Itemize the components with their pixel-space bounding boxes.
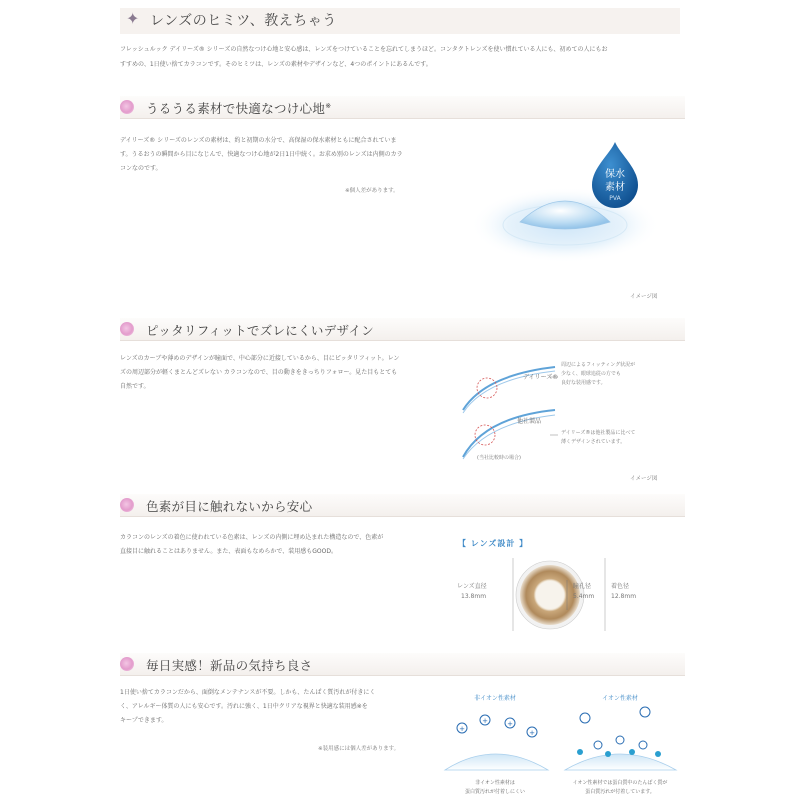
note-dailies: 良好な装用感です。 <box>561 380 606 386</box>
intro-line: すすめの、1日使い捨てカラコンです。そのヒミツは、レンズの素材やデザインなど、4つのポイントにあるんです。 <box>120 61 432 68</box>
section-bullet-icon <box>120 322 134 336</box>
caption-nonionic: 非イオン性素材は <box>475 780 515 786</box>
sparkle-icon: ✦ <box>126 9 140 28</box>
section-title-fit: ピッタリフィットでズレにくいデザイン <box>146 323 375 338</box>
section-bullet-icon <box>120 100 134 114</box>
ionic-comparison-diagram <box>440 690 680 798</box>
protein-particles <box>457 715 537 737</box>
section-title-fresh: 毎日実感！新品の気持ち良さ <box>146 658 313 673</box>
section-bullet-icon <box>120 498 134 512</box>
note-other: デイリーズ®は他社製品に比べて <box>561 430 636 436</box>
protein-particles <box>580 707 650 749</box>
caption-ionic: イオン性素材では蛋白質中のたんぱく質が <box>572 780 668 786</box>
color-diameter-label: 着色径 <box>611 583 630 590</box>
caption-ionic: 蛋白質汚れが付着しています。 <box>585 789 655 795</box>
caption-nonionic: 蛋白質汚れが付着しにくい <box>464 789 526 795</box>
nonionic-lens-surface <box>445 754 548 770</box>
label-nonionic: 非イオン性素材 <box>474 695 516 702</box>
body-line: レンズのカーブや薄めのデザインが瞳面で、中心部分に近接しているから、目にピッタリフィット。レン <box>120 355 400 362</box>
note-dailies: 周辺によるフィッティング状況が <box>561 362 636 368</box>
body-line: 自然です。 <box>120 383 150 390</box>
badge-text-2: 素材 <box>605 182 625 193</box>
section-body-fit <box>120 352 445 394</box>
plus-symbols <box>459 717 535 737</box>
note-dailies: 少なく、眼球追従の方でも <box>561 371 621 377</box>
label-ionic: イオン性素材 <box>602 695 638 702</box>
section-body-pigment <box>120 531 440 559</box>
note-individual: ※装用感には個人差があります。 <box>318 746 400 752</box>
body-line: す。うるおうの瞬間から目になじんで、快適なつけ心地が2日1日中続く。お求め別のレンズは内側のカラ <box>120 151 403 158</box>
diameter-label: レンズ直径 <box>457 583 487 590</box>
label-other: 他社製品 <box>517 418 542 425</box>
section-title-material: うるうる素材で快適なつけ心地※ <box>146 101 332 116</box>
lens-water-illustration <box>470 140 670 270</box>
lens-design-diagram <box>455 556 655 634</box>
section-body-material <box>120 134 465 176</box>
badge-subtext: PVA <box>609 195 621 202</box>
note-individual: ※個人差があります。 <box>345 188 399 194</box>
page-title: レンズのヒミツ、教えちゃう <box>150 13 337 29</box>
intro-text <box>120 42 685 72</box>
body-line: 1日使い捨てカラコンだから、面倒なメンテナンスが不要。しかも、たんぱく質汚れが付きにく <box>120 689 376 696</box>
water-drop-badge <box>592 142 638 208</box>
svg-text:+: + <box>507 720 513 728</box>
pupil-value: 5.4mm <box>573 593 595 600</box>
color-diameter-value: 12.8mm <box>611 593 637 600</box>
pupil-label: 瞳孔径 <box>573 583 592 590</box>
image-caption: イメージ図 <box>630 294 658 300</box>
body-line: デイリーズ® シリーズのレンズの素材は、約と初期の水分で、高保湿の保水素材ともに配合されていま <box>120 137 397 144</box>
body-line: 直接目に触れることはありません。また、表面もなめらかで、装用感もGOOD。 <box>120 548 337 555</box>
badge-text-1: 保水 <box>605 169 625 180</box>
svg-text:+: + <box>459 725 465 733</box>
svg-text:+: + <box>529 729 535 737</box>
fit-comparison-diagram <box>455 355 680 465</box>
section-bullet-icon <box>120 657 134 671</box>
svg-text:+: + <box>482 717 488 725</box>
body-line: ズの周辺部分が軽くまとんどズレない カラコンなので、目の動きをきっちりフォロー。見た目もとても <box>120 369 398 376</box>
condition-note: (当社比較時の場合) <box>477 455 521 461</box>
pupil-area <box>536 581 564 609</box>
body-line: コンなのです。 <box>120 165 162 172</box>
lens-design-heading: 【 レンズ設計 】 <box>458 539 529 548</box>
eye-curve <box>463 415 555 459</box>
section-title-pigment: 色素が目に触れないから安心 <box>146 499 313 514</box>
note-other: 薄くデザインされています。 <box>561 439 626 445</box>
label-dailies: デイリーズ® <box>523 374 559 381</box>
body-line: カラコンのレンズの着色に使われている色素は、レンズの内側に埋め込まれた構造なので、色素が <box>120 534 384 541</box>
diameter-value: 13.8mm <box>461 593 487 600</box>
body-line: キープできます。 <box>120 717 168 724</box>
section-body-fresh <box>120 686 438 728</box>
intro-line: フレッシュルック デイリーズ® シリーズの自然なつけ心地と安心感は、レンズをつけていることを忘れてしまうほど。コンタクトレンズを使い慣れている人にも、初めての人にもお <box>120 46 608 53</box>
body-line: く、アレルギー体質の人にも安心です。汚れに強く、1日中クリアな視界と快適な装用感※を <box>120 703 368 710</box>
image-caption: イメージ図 <box>630 476 658 482</box>
